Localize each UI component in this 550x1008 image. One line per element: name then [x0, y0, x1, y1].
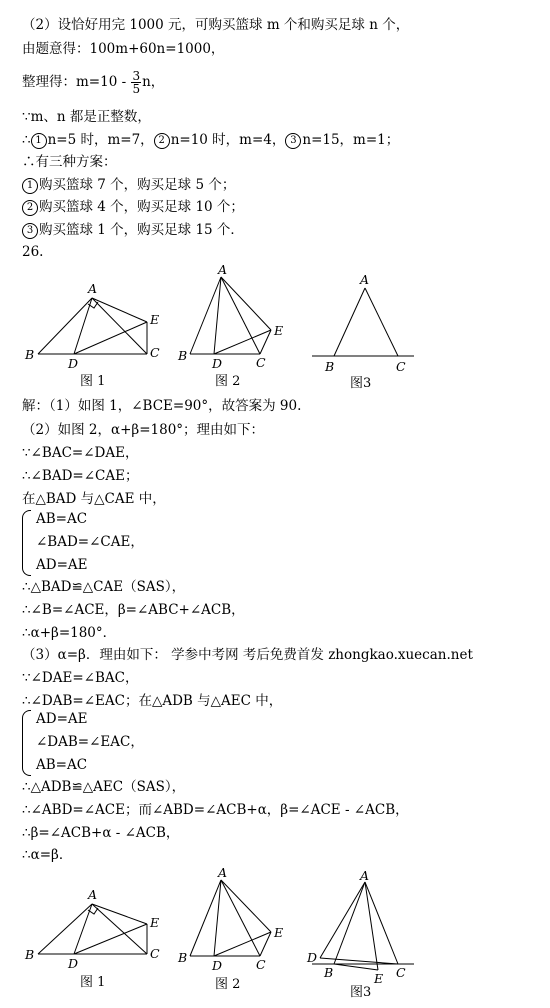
text-line: [22, 176, 235, 194]
point-label: B: [25, 347, 35, 362]
figure-2: [190, 277, 271, 354]
fraction-denominator: 5: [132, 82, 141, 96]
text-fragment: 购买篮球 1 个，购买足球 15 个．: [39, 222, 244, 238]
text-line: ∴α=β．: [22, 847, 73, 863]
text-line: ∵m、n 都是正整数，: [22, 109, 151, 125]
point-label: A: [88, 281, 98, 296]
figure-caption: 图 1: [80, 374, 106, 389]
text-line: ∴∠DAB=∠EAC；在△ADB 与△AEC 中，: [22, 693, 283, 709]
circled-number: 3: [285, 133, 301, 149]
text-fragment: n=5 时，m=7，: [47, 132, 154, 148]
equation: AD=AE: [36, 557, 88, 573]
point-label: C: [256, 957, 266, 972]
point-label: A: [218, 262, 228, 277]
point-label: D: [212, 356, 223, 371]
text-line: （2）设恰好用完 1000 元，可购买篮球 m 个和购买足球 n 个，: [22, 17, 410, 33]
point-label: D: [307, 950, 318, 965]
equation: AB=AC: [36, 511, 88, 527]
point-label: A: [360, 272, 370, 287]
point-label: C: [396, 359, 406, 374]
figure-3: [312, 288, 414, 356]
circled-number: 1: [31, 133, 47, 149]
point-label: A: [88, 887, 98, 902]
point-label: B: [178, 950, 188, 965]
text-fragment: n=10 时，m=4，: [170, 132, 286, 148]
fraction-numerator: 3: [132, 69, 141, 83]
point-label: E: [274, 925, 284, 940]
figure-set-bottom: [0, 866, 550, 1006]
circled-number: 2: [22, 200, 38, 216]
point-label: C: [150, 345, 160, 360]
text-fragment: n=15，m=1；: [302, 132, 400, 148]
text-line: ∴∠BAD=∠CAE；: [22, 468, 139, 484]
figure-caption: 图3: [350, 985, 372, 1000]
text-line: [22, 131, 399, 149]
text-line: （2）如图 2，α+β=180°；理由如下：: [22, 422, 265, 438]
text-line: ∴α+β=180°．: [22, 625, 117, 641]
figure-caption: 图 2: [215, 374, 241, 389]
text-line: [22, 221, 244, 239]
text-fragment: 整理得：m=10 -: [22, 74, 131, 90]
equation-system: [36, 708, 144, 777]
text-fragment: n，: [142, 74, 165, 90]
text-line: ∴∠B=∠ACE，β=∠ABC+∠ACB，: [22, 602, 245, 618]
text-line: 在△BAD 与△CAE 中，: [22, 491, 166, 507]
text-line: ∴△ADB≌△AEC（SAS），: [22, 779, 186, 795]
equation: ∠DAB=∠EAC，: [36, 734, 144, 750]
question-number: 26.: [22, 244, 44, 260]
point-label: B: [324, 965, 334, 980]
text-line: ∵∠DAE=∠BAC，: [22, 670, 139, 686]
text-line: ∴β=∠ACB+α - ∠ACB，: [22, 825, 180, 841]
point-label: A: [218, 866, 228, 880]
point-label: D: [68, 356, 79, 371]
fraction: [131, 70, 141, 95]
text-line: 由题意得：100m+60n=1000，: [22, 41, 225, 57]
figure-caption: 图 2: [215, 977, 241, 992]
equation: AD=AE: [36, 711, 88, 727]
point-label: C: [150, 946, 160, 961]
point-label: E: [150, 915, 160, 930]
figure-1: [38, 298, 147, 354]
point-label: C: [256, 355, 266, 370]
equation: AB=AC: [36, 757, 88, 773]
point-label: A: [360, 868, 370, 883]
point-label: E: [150, 312, 160, 327]
circled-number: 2: [154, 133, 170, 149]
figure-caption: 图3: [350, 376, 372, 391]
circled-number: 3: [22, 223, 38, 239]
text-line: 解：（1）如图 1，∠BCE=90°，故答案为 90.: [22, 398, 302, 414]
brace: [22, 510, 31, 576]
figure-caption: 图 1: [80, 975, 106, 990]
text-fragment: 购买篮球 7 个，购买足球 5 个；: [39, 177, 236, 193]
point-label: D: [68, 956, 79, 971]
text-fragment: ∴: [22, 132, 31, 148]
circled-number: 1: [22, 178, 38, 194]
figure-3: [312, 882, 414, 970]
text-line: ∴∠ABD=∠ACE；而∠ABD=∠ACB+α，β=∠ACE - ∠ACB，: [22, 802, 409, 818]
point-label: B: [178, 348, 188, 363]
text-line: ∴有三种方案：: [22, 154, 117, 170]
text-line: [22, 70, 164, 95]
text-line: ∵∠BAC=∠DAE，: [22, 445, 139, 461]
figure-set-top: [0, 262, 550, 392]
brace: [22, 710, 31, 776]
text-line: ∴△BAD≌△CAE（SAS），: [22, 579, 186, 595]
point-label: B: [325, 359, 335, 374]
text-fragment: 购买篮球 4 个，购买足球 10 个；: [39, 199, 244, 215]
figure-2: [190, 880, 271, 956]
equation: ∠BAD=∠CAE，: [36, 534, 144, 550]
figure-1: [38, 904, 147, 954]
point-label: B: [25, 947, 35, 962]
point-label: C: [396, 965, 406, 980]
point-label: E: [274, 323, 284, 338]
text-line: [22, 198, 244, 216]
equation-system: [36, 508, 144, 577]
text-line: （3）α=β．理由如下： 学参中考网 考后免费首发 zhongkao.xuecan.net: [22, 647, 473, 663]
point-label: D: [212, 958, 223, 973]
point-label: E: [374, 971, 384, 986]
